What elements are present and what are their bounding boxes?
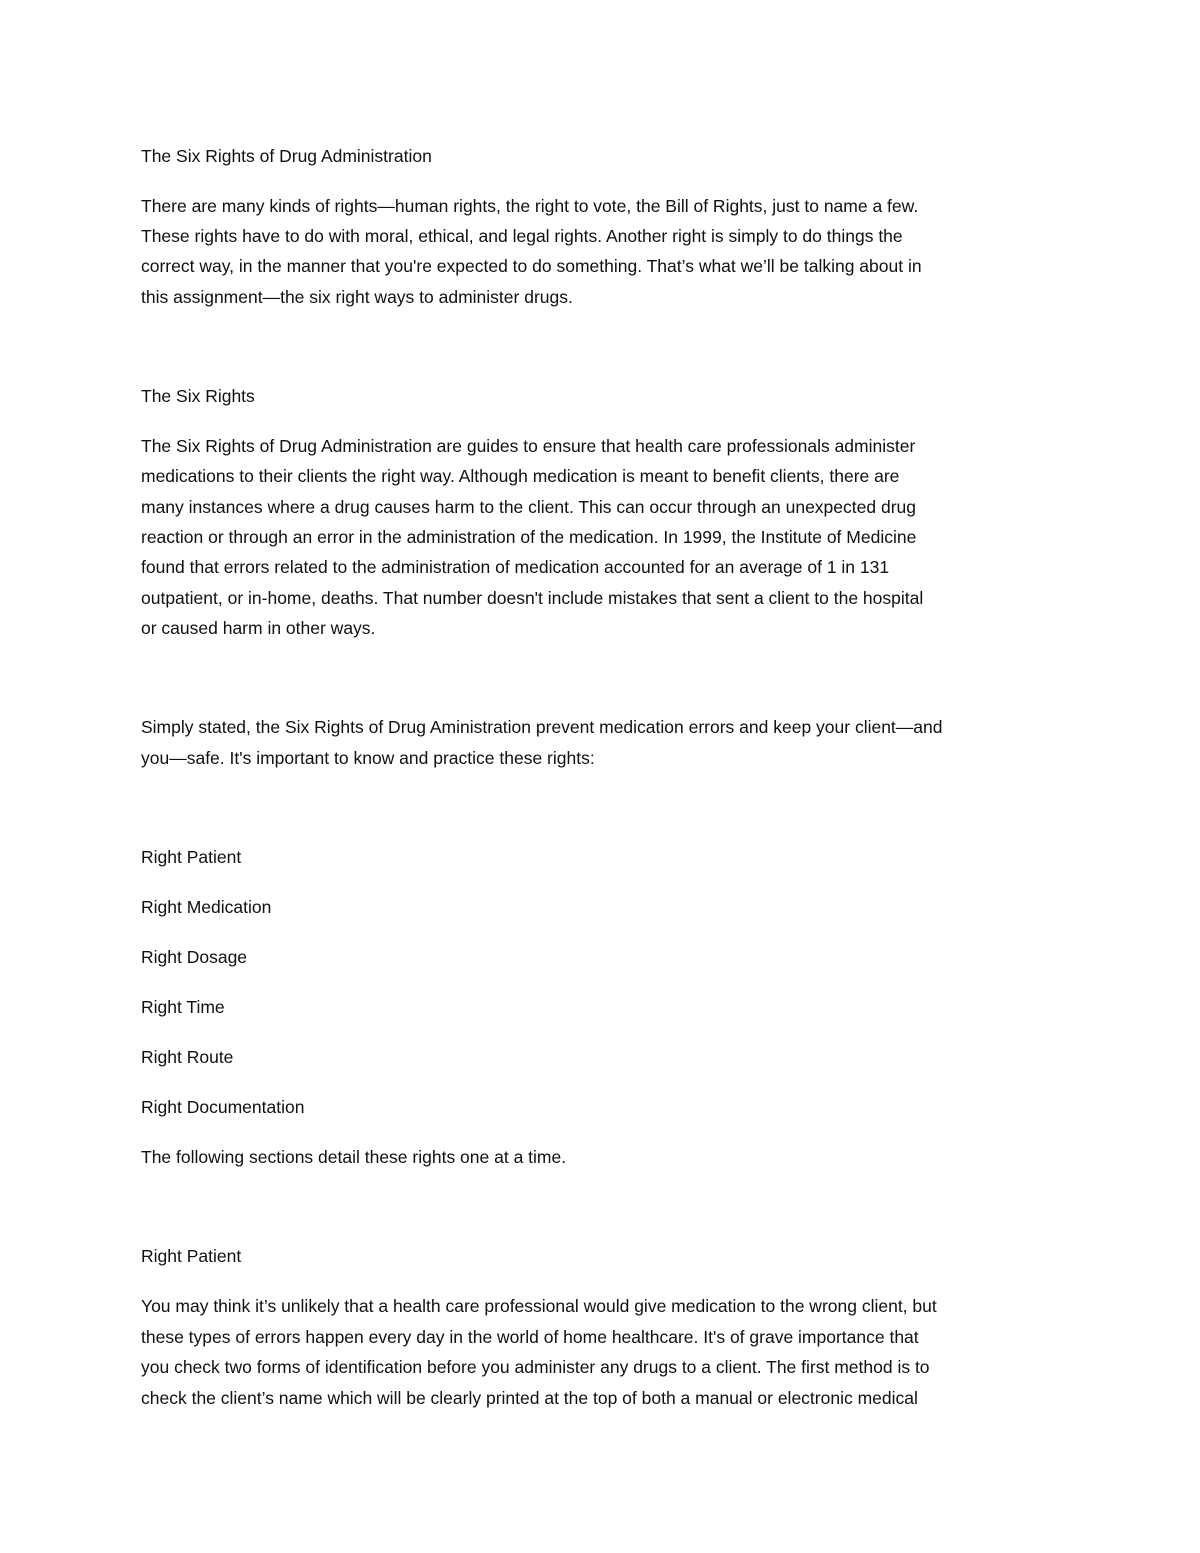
six-rights-paragraph-line: found that errors related to the administration of medication accounted for an average of 1 in 131 [141, 557, 890, 577]
rights-list-item: Right Route [141, 1047, 234, 1067]
rights-list-item: Right Patient [141, 847, 242, 867]
right-patient-paragraph-line: you check two forms of identification before you administer any drugs to a client. The first method is to [141, 1357, 930, 1377]
intro-line: There are many kinds of rights—human rights, the right to vote, the Bill of Rights, just to name a few. [141, 196, 919, 216]
rights-list-item: Right Documentation [141, 1097, 305, 1117]
intro-line: These rights have to do with moral, ethical, and legal rights. Another right is simply to do things the [141, 226, 903, 246]
six-rights-paragraph-line: outpatient, or in-home, deaths. That number doesn't include mistakes that sent a client to the hospital [141, 588, 924, 608]
six-rights-paragraph-line: The Six Rights of Drug Administration are guides to ensure that health care professionals administer [141, 436, 916, 456]
following-sections-text: The following sections detail these rights one at a time. [141, 1147, 567, 1167]
summary-line: you—safe. It's important to know and practice these rights: [141, 748, 595, 768]
rights-list-item: Right Medication [141, 897, 272, 917]
right-patient-paragraph-line: check the client’s name which will be clearly printed at the top of both a manual or electronic medical [141, 1388, 918, 1408]
document-title: The Six Rights of Drug Administration [141, 146, 432, 166]
six-rights-paragraph-line: medications to their clients the right way. Although medication is meant to benefit clients, there are [141, 466, 900, 486]
six-rights-paragraph-line: reaction or through an error in the administration of the medication. In 1999, the Institute of Medicine [141, 527, 917, 547]
six-rights-paragraph-line: many instances where a drug causes harm to the client. This can occur through an unexpected drug [141, 497, 916, 517]
six-rights-heading: The Six Rights [141, 386, 255, 406]
rights-list-item: Right Dosage [141, 947, 248, 967]
rights-list-item: Right Time [141, 997, 225, 1017]
six-rights-paragraph-line: or caused harm in other ways. [141, 618, 376, 638]
right-patient-paragraph-line: these types of errors happen every day in the world of home healthcare. It's of grave importance that [141, 1327, 919, 1347]
intro-line: this assignment—the six right ways to administer drugs. [141, 287, 573, 307]
right-patient-heading: Right Patient [141, 1246, 242, 1266]
summary-line: Simply stated, the Six Rights of Drug Aministration prevent medication errors and keep your client—and [141, 717, 943, 737]
intro-line: correct way, in the manner that you're expected to do something. That’s what we’ll be talking about in [141, 256, 922, 276]
right-patient-paragraph-line: You may think it’s unlikely that a health care professional would give medication to the wrong client, but [141, 1296, 937, 1316]
